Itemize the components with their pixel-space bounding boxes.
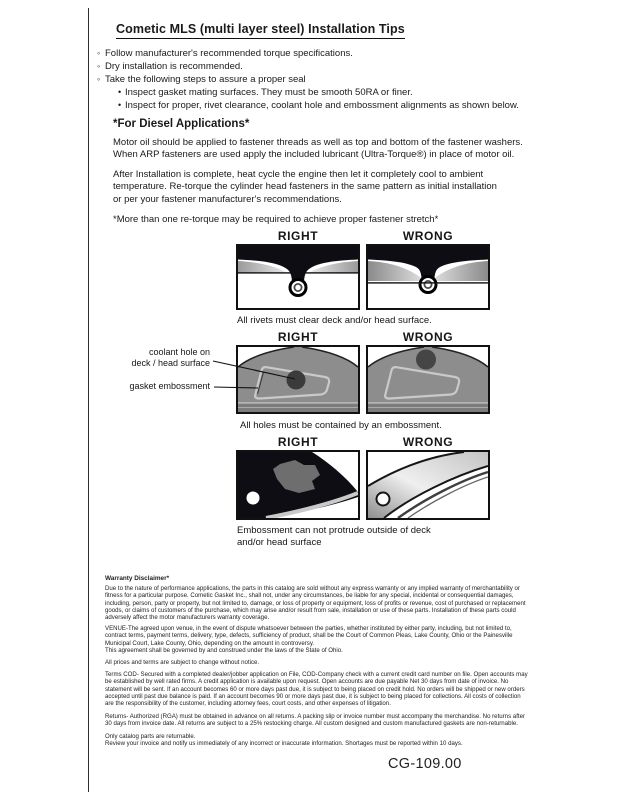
- warranty-disclaimer-heading: Warranty Disclaimer*: [105, 575, 170, 582]
- row3-caption: [237, 525, 431, 548]
- rivet-wrong-panel: [366, 229, 490, 310]
- text-line: coolant hole on: [148, 347, 210, 357]
- filled-bullet-icon: •: [118, 87, 122, 98]
- legal-section: [105, 575, 575, 747]
- hole-right-panel: [236, 330, 360, 414]
- wrong-label: WRONG: [402, 435, 454, 449]
- text-line: accepted until past due balance is paid. If an account becomes 90 or more days past due, it is subject to being placed for collections. All costs of collection: [105, 692, 521, 700]
- list-item: [97, 47, 519, 60]
- text-line: adversely affect the motor manufacturers warranty coverage.: [105, 614, 270, 622]
- text-line: When ARP fasteners are used apply the included lubricant (Ultra-Torque®) in place of motor oil.: [113, 149, 515, 161]
- list-item-text: Inspect gasket mating surfaces. They must be smooth 50RA or finer.: [125, 87, 413, 99]
- diesel-paragraph-2: [113, 169, 523, 207]
- rivet-clear-deck-illustration: [238, 246, 358, 308]
- text-line: deck / head surface: [131, 358, 210, 368]
- returns-paragraph: [105, 713, 575, 727]
- diesel-paragraph-1: [113, 137, 523, 162]
- right-label: RIGHT: [277, 229, 319, 243]
- gasket-embossment-label: gasket embossment: [129, 381, 210, 391]
- row1-caption: All rivets must clear deck and/or head surface.: [237, 315, 432, 326]
- protrude-wrong-panel: [366, 435, 490, 520]
- list-item-text: Inspect for proper, rivet clearance, coolant hole and embossment alignments as shown below.: [125, 100, 519, 112]
- page-edge-rule: [88, 8, 89, 792]
- text-line: VENUE-The agreed upon venue, in the event of dispute whatsoever between the parties, whether instituted by either party, including, but not limited to,: [105, 625, 512, 633]
- filled-bullet-icon: •: [118, 100, 122, 111]
- text-line: and/or head surface: [237, 536, 322, 548]
- text-line: be established by well rated firms. A credit application is available upon request. Open accounts are due payable Net 30 days from date of invoice. No: [105, 678, 509, 686]
- rivet-right-diagram: [236, 244, 360, 310]
- text-line: Embossment can not protrude outside of deck: [237, 525, 431, 536]
- list-item: [97, 73, 519, 86]
- text-line: Terms COD- Secured with a completed dealer/jobber application on File, COD-Company check with a current credit card number on file. Open accounts may: [105, 671, 528, 679]
- page-title: Cometic MLS (multi layer steel) Installation Tips: [116, 22, 405, 39]
- prices-line: All prices and terms are subject to change without notice.: [105, 659, 260, 667]
- text-line: temperature. Re-torque the cylinder head fasteners in the same pattern as initial installation: [113, 181, 497, 193]
- text-line: contract terms, payment terms, delivery, type, defects, sufficiency of product, shall be the Court of Common Pleas, Lake County, Ohio or the Painesville: [105, 632, 513, 640]
- list-item: [97, 60, 519, 73]
- text-line: are the responsibility of the customer, including attorney fees, court costs, and other expenses of litigation.: [105, 700, 391, 708]
- catalog-page-code: CG-109.00: [388, 756, 462, 772]
- text-line: Review your invoice and notify us immediately of any incorrect or inaccurate information. Shortages must be reported within 10 days.: [105, 739, 463, 747]
- text-line: statement will be sent. If an account becomes 60 or more days past due, it is subject to being placed on credit hold. No orders will be shipped or new orders: [105, 685, 525, 693]
- text-line: 30 days from invoice date. All returns are subject to a 25% restocking charge. All custom designed and custom manufactured gaskets are non-returnable.: [105, 720, 518, 728]
- list-item-text: Follow manufacturer's recommended torque specifications.: [105, 48, 353, 59]
- open-bullet-icon: ◦: [97, 74, 101, 85]
- embossment-protruding-illustration: [368, 452, 488, 518]
- right-label: RIGHT: [277, 435, 319, 449]
- hole-inside-embossment-illustration: [238, 347, 358, 412]
- terms-paragraph: [105, 671, 575, 707]
- hole-wrong-panel: [366, 330, 490, 414]
- rivet-right-panel: [236, 229, 360, 310]
- text-line: This agreement shall be governed by and construed under the laws of the State of Ohio.: [105, 646, 343, 654]
- installation-tips-list: [97, 47, 519, 112]
- wrong-label: WRONG: [402, 229, 454, 243]
- open-bullet-icon: ◦: [97, 48, 101, 58]
- rivet-touching-deck-illustration: [368, 246, 488, 308]
- diesel-heading: *For Diesel Applications*: [113, 118, 250, 130]
- text-line: or per your fastener manufacturer's recommendations.: [113, 193, 342, 205]
- hole-outside-embossment-illustration: [368, 347, 488, 412]
- open-bullet-icon: ◦: [97, 61, 101, 72]
- protrude-wrong-diagram: [366, 450, 490, 520]
- embossment-inside-deck-illustration: [238, 452, 358, 518]
- venue-paragraph: [105, 625, 575, 654]
- text-line: fitness for a particular purpose. Cometic Gasket Inc., shall not, under any circumstances, be liable for any special, incidental or consequential damages,: [105, 592, 514, 600]
- text-line: Municipal Court, Lake County, Ohio, depending on the amount in controversy.: [105, 639, 315, 647]
- text-line: including, person, party or property, but not limited to, damage, or loss of property or equipment, loss of profits or revenue, cost of purchased or replacement: [105, 599, 526, 607]
- coolant-hole-label: [108, 347, 210, 369]
- text-line: Motor oil should be applied to fastener threads as well as top and bottom of the fastener washers.: [113, 136, 523, 148]
- list-item: [118, 86, 519, 99]
- wrong-label: WRONG: [402, 330, 454, 344]
- right-label: RIGHT: [277, 330, 319, 344]
- rivet-wrong-diagram: [366, 244, 490, 310]
- warranty-paragraph: [105, 585, 575, 621]
- text-line: Only catalog parts are returnable.: [105, 732, 196, 740]
- protrude-right-diagram: [236, 450, 360, 520]
- list-item: [118, 99, 519, 112]
- hole-wrong-diagram: [366, 345, 490, 414]
- protrude-right-panel: [236, 435, 360, 520]
- text-line: After Installation is complete, heat cycle the engine then let it completely cool to ambient: [113, 168, 484, 180]
- text-line: Returns- Authorized (RGA) must be obtained in advance on all returns. A packing slip or invoice number must accompany the merchandise. No returns after: [105, 713, 526, 721]
- list-item-text: Dry installation is recommended.: [105, 61, 243, 73]
- diesel-applications-section: [113, 118, 523, 226]
- text-line: goods, or claims of customers of the purchase, which may arise and/or result from sale, installation or use of these parts. Installation of these parts could: [105, 606, 516, 614]
- list-item-text: Take the following steps to assure a proper seal: [105, 74, 306, 86]
- text-line: Due to the nature of performance applications, the parts in this catalog are sold without any express warranty or any implied warranty of merchantability or: [105, 585, 520, 593]
- row2-caption: All holes must be contained by an embossment.: [240, 420, 442, 431]
- hole-right-diagram: [236, 345, 360, 414]
- diesel-note: *More than one re-torque may be required to achieve proper fastener stretch*: [113, 213, 439, 225]
- closing-paragraph: [105, 733, 575, 747]
